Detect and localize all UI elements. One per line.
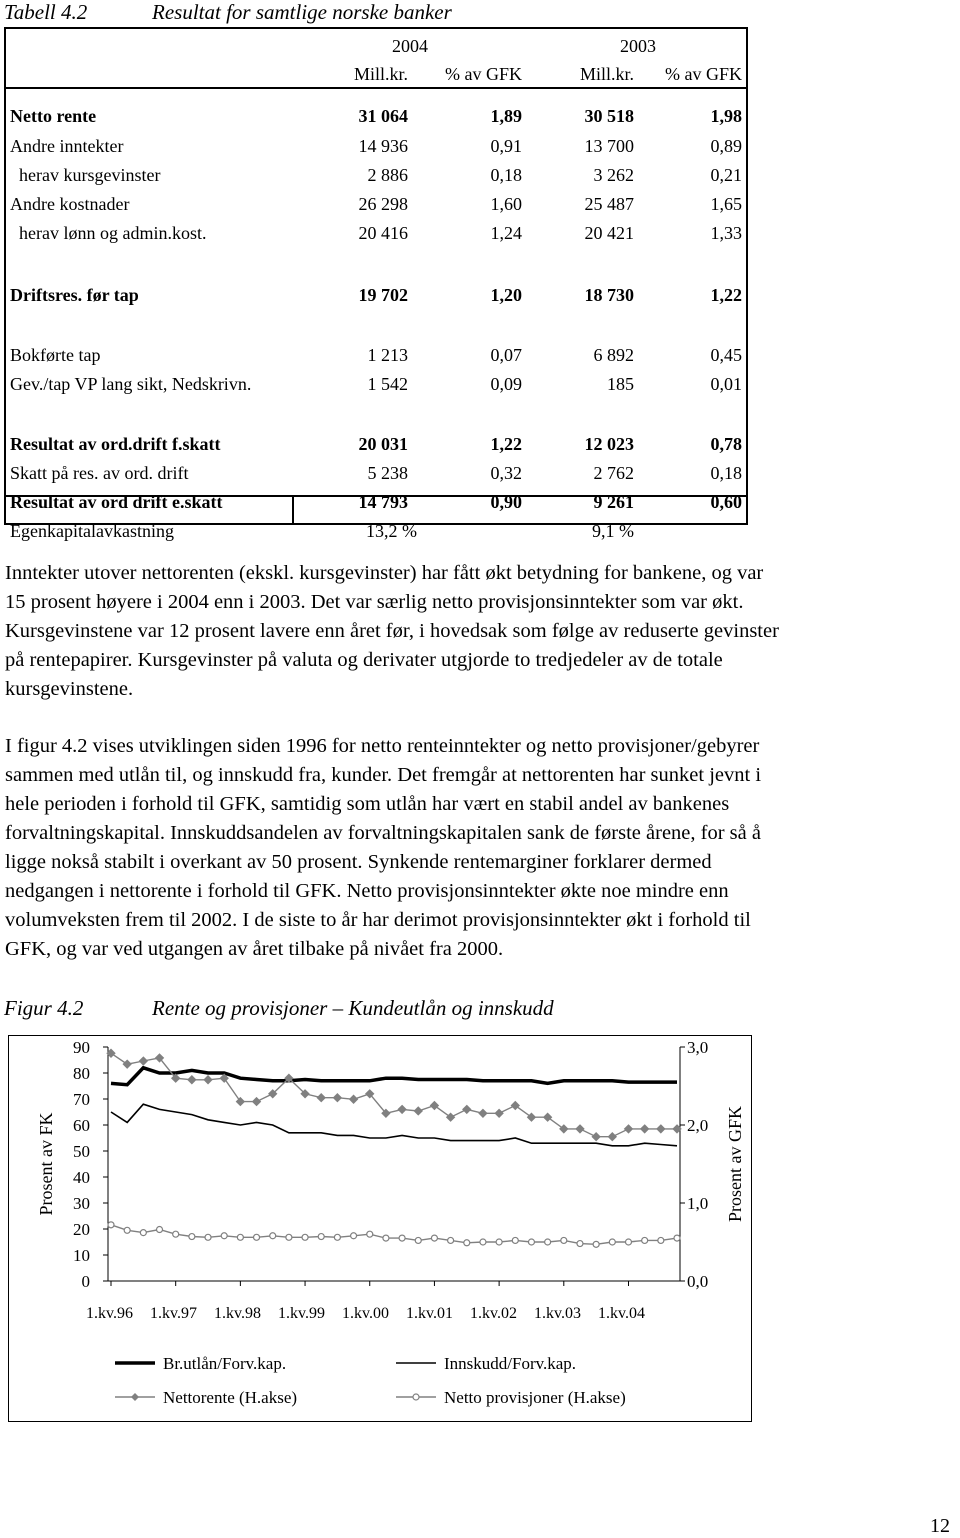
row-label: herav lønn og admin.kost. bbox=[10, 223, 207, 243]
row-value: 1 213 bbox=[367, 345, 408, 365]
nettorente-point bbox=[317, 1094, 325, 1102]
row-value: 1,65 bbox=[710, 194, 742, 214]
row-value: 14 936 bbox=[358, 136, 408, 156]
col-header-millkr-2004: Mill.kr. bbox=[353, 64, 408, 84]
row-value: 0,18 bbox=[490, 165, 522, 185]
netto-provisjoner-point bbox=[399, 1235, 405, 1241]
netto-provisjoner-point bbox=[625, 1239, 631, 1245]
row-value: 1,24 bbox=[490, 223, 522, 243]
netto-provisjoner-point bbox=[561, 1237, 567, 1243]
netto-provisjoner-point bbox=[431, 1235, 437, 1241]
netto-provisjoner-point bbox=[140, 1230, 146, 1236]
y-tick-label-left: 20 bbox=[73, 1220, 90, 1239]
y-tick-label-right: 0,0 bbox=[687, 1272, 709, 1291]
series-line bbox=[111, 1104, 677, 1146]
netto-provisjoner-point bbox=[496, 1239, 502, 1245]
netto-provisjoner-point bbox=[221, 1233, 227, 1239]
nettorente-point bbox=[333, 1094, 341, 1102]
netto-provisjoner-point bbox=[237, 1234, 243, 1240]
row-value: 13 700 bbox=[584, 136, 634, 156]
col-header-millkr-2003: Mill.kr. bbox=[579, 64, 634, 84]
table-row bbox=[6, 431, 746, 457]
row-value: 13,2 % bbox=[366, 521, 417, 541]
row-label: Bokførte tap bbox=[10, 345, 101, 365]
nettorente-point bbox=[495, 1109, 503, 1117]
nettorente-point bbox=[463, 1105, 471, 1113]
table-row bbox=[6, 342, 746, 368]
row-value: 5 238 bbox=[367, 463, 408, 483]
row-value: 18 730 bbox=[584, 285, 634, 305]
legend-marker bbox=[131, 1393, 139, 1401]
nettorente-point bbox=[236, 1098, 244, 1106]
x-tick-label: 1.kv.02 bbox=[470, 1305, 517, 1322]
netto-provisjoner-point bbox=[189, 1234, 195, 1240]
year-2004: 2004 bbox=[392, 36, 428, 56]
row-value: 0,32 bbox=[490, 463, 522, 483]
table-caption-title: Resultat for samtlige norske banker bbox=[152, 0, 452, 24]
y-tick-label-right: 1,0 bbox=[687, 1194, 709, 1213]
year-header-row bbox=[6, 33, 746, 59]
paragraph-line: GFK, og var ved utgangen av året tilbake på nivået fra 2000. bbox=[5, 938, 504, 960]
nettorente-point bbox=[479, 1109, 487, 1117]
legend-label: Nettorente (H.akse) bbox=[163, 1388, 298, 1407]
paragraph-line: Inntekter utover nettorenten (ekskl. kursgevinster) har fått økt betydning for bankene, og var bbox=[5, 562, 764, 584]
row-value: 0,18 bbox=[710, 463, 742, 483]
row-value: 14 793 bbox=[358, 492, 408, 512]
table-row bbox=[6, 220, 746, 246]
nettorente-point bbox=[204, 1076, 212, 1084]
paragraph-line: kursgevinstene. bbox=[5, 678, 134, 700]
nettorente-point bbox=[657, 1125, 665, 1133]
row-value: 1,89 bbox=[490, 106, 522, 126]
line-chart bbox=[0, 1030, 960, 1430]
table-row bbox=[6, 191, 746, 217]
table-row bbox=[6, 371, 746, 397]
netto-provisjoner-point bbox=[108, 1222, 114, 1228]
row-label: Andre kostnader bbox=[10, 194, 130, 214]
row-value: 1,22 bbox=[710, 285, 742, 305]
row-value: 30 518 bbox=[584, 106, 634, 126]
netto-provisjoner-point bbox=[367, 1231, 373, 1237]
row-value: 0,90 bbox=[490, 492, 522, 512]
year-2003: 2003 bbox=[620, 36, 656, 56]
page-number: 12 bbox=[930, 1515, 950, 1537]
row-value: 1,33 bbox=[710, 223, 742, 243]
row-value: 1,20 bbox=[490, 285, 522, 305]
legend-marker bbox=[413, 1394, 419, 1400]
y-tick-label-left: 30 bbox=[73, 1194, 90, 1213]
legend-label: Innskudd/Forv.kap. bbox=[444, 1354, 577, 1373]
row-value: 19 702 bbox=[358, 285, 408, 305]
y-tick-label-left: 90 bbox=[73, 1038, 90, 1057]
netto-provisjoner-point bbox=[254, 1234, 260, 1240]
row-value: 20 031 bbox=[358, 434, 408, 454]
netto-provisjoner-point bbox=[124, 1227, 130, 1233]
row-value: 1,60 bbox=[490, 194, 522, 214]
netto-provisjoner-point bbox=[415, 1237, 421, 1243]
unit-header-row bbox=[6, 61, 746, 87]
nettorente-point bbox=[414, 1107, 422, 1115]
netto-provisjoner-point bbox=[448, 1237, 454, 1243]
netto-provisjoner-point bbox=[577, 1241, 583, 1247]
netto-provisjoner-point bbox=[609, 1239, 615, 1245]
y-axis-title-right: Prosent av GFK bbox=[725, 1106, 745, 1222]
legend-label: Br.utlån/Forv.kap. bbox=[163, 1354, 287, 1373]
x-tick-label: 1.kv.00 bbox=[342, 1305, 389, 1322]
y-tick-label-left: 10 bbox=[73, 1246, 90, 1265]
row-value: 0,78 bbox=[710, 434, 742, 454]
row-value: 185 bbox=[607, 374, 634, 394]
paragraph-2 bbox=[5, 732, 955, 964]
row-value: 31 064 bbox=[358, 106, 408, 126]
row-label: Skatt på res. av ord. drift bbox=[10, 463, 189, 483]
legend-label: Netto provisjoner (H.akse) bbox=[444, 1388, 626, 1407]
paragraph-1 bbox=[5, 559, 955, 704]
series-line bbox=[111, 1068, 677, 1085]
netto-provisjoner-point bbox=[286, 1234, 292, 1240]
netto-provisjoner-point bbox=[674, 1235, 680, 1241]
row-value: 2 886 bbox=[367, 165, 408, 185]
netto-provisjoner-point bbox=[658, 1237, 664, 1243]
y-tick-label-left: 60 bbox=[73, 1116, 90, 1135]
paragraph-line: 15 prosent høyere i 2004 enn i 2003. Det var særlig netto provisjonsinntekter som var økt. bbox=[5, 591, 744, 613]
y-tick-label-right: 2,0 bbox=[687, 1116, 709, 1135]
row-value: 0,91 bbox=[490, 136, 522, 156]
y-tick-label-left: 40 bbox=[73, 1168, 90, 1187]
row-value: 1,98 bbox=[710, 106, 742, 126]
netto-provisjoner-point bbox=[545, 1239, 551, 1245]
netto-provisjoner-point bbox=[383, 1235, 389, 1241]
header-rule bbox=[6, 87, 746, 89]
row-label: Resultat av ord.drift f.skatt bbox=[10, 434, 221, 454]
netto-provisjoner-point bbox=[205, 1234, 211, 1240]
row-label: Resultat av ord drift e.skatt bbox=[10, 492, 223, 512]
y-tick-label-left: 0 bbox=[81, 1272, 90, 1291]
col-header-pct-2003: % av GFK bbox=[665, 64, 742, 84]
row-value: 0,89 bbox=[710, 136, 742, 156]
netto-provisjoner-point bbox=[512, 1237, 518, 1243]
paragraph-line: ligge nokså stabilt i overkant av 50 prosent. Synkende rentemarginer forklarer dermed bbox=[5, 851, 712, 873]
row-label: Egenkapitalavkastning bbox=[10, 521, 174, 541]
x-tick-label: 1.kv.04 bbox=[598, 1305, 645, 1322]
row-label: Driftsres. før tap bbox=[10, 285, 139, 305]
paragraph-line: hele perioden i forhold til GFK, samtidig som utlån har vært en stabil andel av bankenes bbox=[5, 793, 730, 815]
row-value: 0,45 bbox=[710, 345, 742, 365]
series-line bbox=[111, 1053, 677, 1137]
nettorente-point bbox=[641, 1125, 649, 1133]
netto-provisjoner-point bbox=[351, 1233, 357, 1239]
row-value: 3 262 bbox=[593, 165, 634, 185]
row-label: herav kursgevinster bbox=[10, 165, 161, 185]
paragraph-line: volumveksten frem til 2002. I de siste to år har derimot provisjonsinntekter økt i forhold til bbox=[5, 909, 751, 931]
row-value: 9 261 bbox=[593, 492, 634, 512]
row-value: 0,09 bbox=[490, 374, 522, 394]
netto-provisjoner-point bbox=[270, 1233, 276, 1239]
paragraph-line: på rentepapirer. Kursgevinster på valuta og derivater utgjorde to tredjedeler av de totale bbox=[5, 649, 723, 671]
netto-provisjoner-point bbox=[464, 1240, 470, 1246]
x-tick-label: 1.kv.99 bbox=[278, 1305, 325, 1322]
table-caption-label: Tabell 4.2 bbox=[4, 0, 88, 24]
nettorente-point bbox=[123, 1060, 131, 1068]
paragraph-line: forvaltningskapital. Innskuddsandelen av forvaltningskapitalen sank de første årene, for så å bbox=[5, 822, 761, 844]
paragraph-line: I figur 4.2 vises utviklingen siden 1996 for netto renteinntekter og netto provisjoner/gebyrer bbox=[5, 735, 760, 757]
series-line bbox=[111, 1225, 677, 1245]
row-value: 20 421 bbox=[584, 223, 634, 243]
nettorente-point bbox=[253, 1098, 261, 1106]
table-row bbox=[6, 282, 746, 308]
row-value: 0,60 bbox=[710, 492, 742, 512]
nettorente-point bbox=[350, 1095, 358, 1103]
row-value: 1 542 bbox=[367, 374, 408, 394]
netto-provisjoner-point bbox=[318, 1234, 324, 1240]
figure-caption-label: Figur 4.2 bbox=[4, 996, 84, 1020]
netto-provisjoner-point bbox=[480, 1239, 486, 1245]
col-header-pct-2004: % av GFK bbox=[445, 64, 522, 84]
nettorente-point bbox=[188, 1076, 196, 1084]
table-row bbox=[6, 518, 746, 544]
netto-provisjoner-point bbox=[593, 1241, 599, 1247]
nettorente-point bbox=[592, 1133, 600, 1141]
row-label: Netto rente bbox=[10, 106, 97, 126]
figure-caption-title: Rente og provisjoner – Kundeutlån og innskudd bbox=[152, 996, 554, 1020]
netto-provisjoner-point bbox=[528, 1239, 534, 1245]
table-row bbox=[6, 489, 746, 515]
paragraph-line: Kursgevinstene var 12 prosent lavere enn året før, i hovedsak som følge av reduserte gevinster bbox=[5, 620, 779, 642]
row-label: Andre inntekter bbox=[10, 136, 124, 156]
row-value: 6 892 bbox=[593, 345, 634, 365]
x-tick-label: 1.kv.96 bbox=[86, 1305, 133, 1322]
row-value: 20 416 bbox=[358, 223, 408, 243]
nettorente-point bbox=[624, 1125, 632, 1133]
row-value: 2 762 bbox=[593, 463, 634, 483]
x-tick-label: 1.kv.01 bbox=[406, 1305, 453, 1322]
y-tick-label-left: 50 bbox=[73, 1142, 90, 1161]
paragraph-line: sammen med utlån til, og innskudd fra, kunder. Det fremgår at nettorenten har sunket jevnt i bbox=[5, 764, 762, 786]
y-tick-label-right: 3,0 bbox=[687, 1038, 709, 1057]
y-tick-label-left: 80 bbox=[73, 1064, 90, 1083]
nettorente-point bbox=[398, 1105, 406, 1113]
row-value: 25 487 bbox=[584, 194, 634, 214]
row-value: 0,07 bbox=[490, 345, 522, 365]
netto-provisjoner-point bbox=[642, 1237, 648, 1243]
row-value: 12 023 bbox=[584, 434, 634, 454]
table-row bbox=[6, 460, 746, 486]
netto-provisjoner-point bbox=[157, 1227, 163, 1233]
paragraph-line: nedgangen i nettorente i forhold til GFK. Netto provisjonsinntekter økte noe mindre enn bbox=[5, 880, 729, 902]
x-tick-label: 1.kv.97 bbox=[150, 1305, 197, 1322]
x-tick-label: 1.kv.03 bbox=[534, 1305, 581, 1322]
row-value: 0,21 bbox=[710, 165, 742, 185]
nettorente-point bbox=[139, 1057, 147, 1065]
table-row bbox=[6, 133, 746, 159]
netto-provisjoner-point bbox=[173, 1231, 179, 1237]
row-value: 1,22 bbox=[490, 434, 522, 454]
netto-provisjoner-point bbox=[334, 1234, 340, 1240]
netto-provisjoner-point bbox=[302, 1234, 308, 1240]
results-table bbox=[4, 27, 748, 541]
row-label: Gev./tap VP lang sikt, Nedskrivn. bbox=[10, 374, 252, 394]
row-value: 0,01 bbox=[710, 374, 742, 394]
nettorente-point bbox=[576, 1125, 584, 1133]
table-row bbox=[6, 103, 746, 129]
x-tick-label: 1.kv.98 bbox=[214, 1305, 261, 1322]
row-value: 26 298 bbox=[358, 194, 408, 214]
y-tick-label-left: 70 bbox=[73, 1090, 90, 1109]
y-axis-title-left: Prosent av FK bbox=[36, 1112, 56, 1216]
row-value: 9,1 % bbox=[592, 521, 634, 541]
table-row bbox=[6, 162, 746, 188]
nettorente-point bbox=[608, 1133, 616, 1141]
